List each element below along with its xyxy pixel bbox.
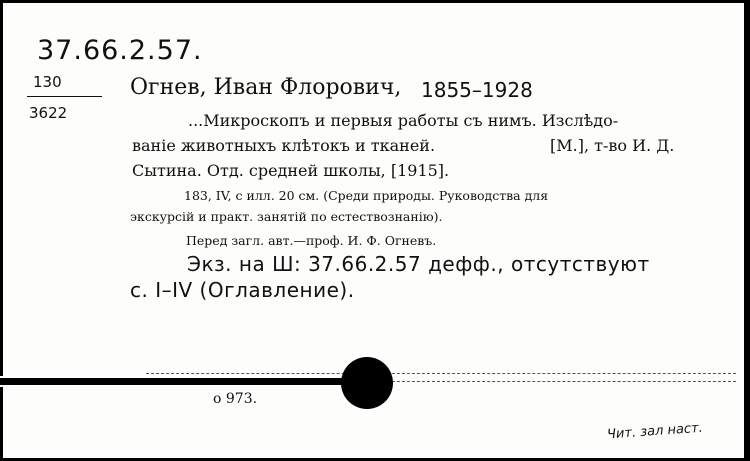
author-note: Перед загл. авт.—проф. И. Ф. Огневъ. [186, 233, 437, 248]
imprint: [М.], т-во И. Д. [550, 136, 675, 155]
title-line-3: Сытина. Отд. средней школы, [1915]. [132, 161, 450, 180]
title-line-1: ...Микроскопъ и первыя работы съ нимъ. Изслѣдо- [188, 111, 619, 130]
author-dates: 1855–1928 [421, 78, 533, 102]
punch-hole [341, 357, 393, 409]
code-top: 130 [33, 73, 62, 91]
handwritten-note-2: с. I–IV (Оглавление). [130, 278, 355, 302]
card-rod [0, 376, 346, 387]
shelf-mark: 37.66.2.57. [37, 35, 203, 66]
collation: 183, IV, с илл. 20 см. (Среди природы. Руководства для [184, 188, 549, 203]
series-cont: экскурсій и практ. занятій по естествознанію). [130, 209, 443, 224]
bottom-rule-1 [146, 373, 736, 374]
handwritten-note-1: Экз. на Ш: 37.66.2.57 дефф., отсутствуют [187, 252, 650, 276]
corner-note: Чит. зал наст. [606, 420, 704, 443]
bottom-code: о 973. [213, 391, 258, 407]
code-bottom: 3622 [29, 104, 68, 122]
title-line-2: ваніе животныхъ клѣтокъ и тканей. [132, 136, 436, 155]
author-heading: Огнев, Иван Флорович, [130, 75, 402, 100]
code-divider [27, 96, 102, 97]
